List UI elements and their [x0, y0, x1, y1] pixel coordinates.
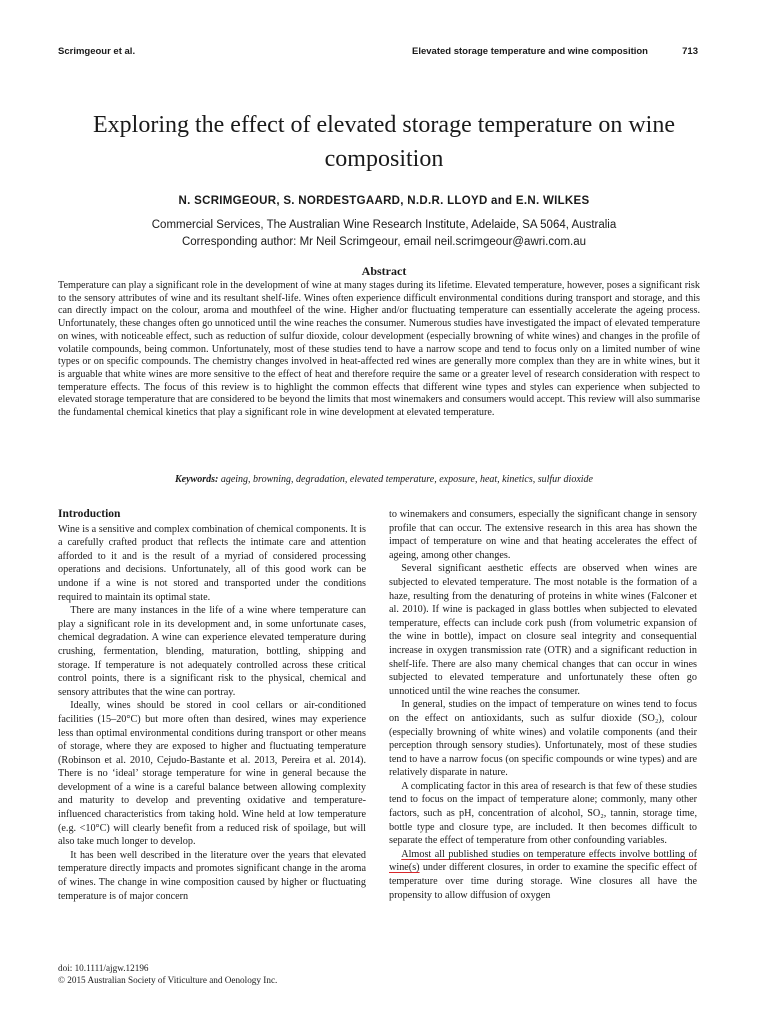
paragraph: to winemakers and consumers, especially the significant change in sensory profile that can occur. The extensive research in this area has shown the impact of temperature on wine and that heating accelerates the effect of ageing, among other changes. [389, 509, 697, 561]
author-list: N. SCRIMGEOUR, S. NORDESTGAARD, N.D.R. LLOYD and E.N. WILKES [178, 195, 590, 207]
body-column-right [389, 508, 697, 956]
paragraph: A complicating factor in this area of research is that few of these studies tend to focus on the impact of temperature alone; commonly, many other factors, such as pH, concentration of alcohol, SO₂, tannin, storage time, bottle type and closure type, are included. It then becomes difficult to separate the effect of temperature from other confounding variables. [389, 780, 697, 847]
keywords [60, 474, 708, 485]
page-number: 713 [682, 46, 698, 57]
corresponding-author: Corresponding author: Mr Neil Scrimgeour, email neil.scrimgeour@awri.com.au [181, 236, 587, 248]
body-column-left [58, 508, 366, 948]
running-header-title: Elevated storage temperature and wine composition [412, 46, 648, 57]
section-heading-introduction: Introduction [58, 508, 121, 520]
paragraph-continuation: under different closures, in order to examine the specific effect of temperature over time during storage. Wine closures all have the propensity to allow diffusion of oxygen [389, 862, 697, 901]
running-header-authors: Scrimgeour et al. [58, 46, 136, 57]
paragraph: Ideally, wines should be stored in cool cellars or air-conditioned facilities (15–20°C) but more often than desired, wines may experience less than optimal environmental conditions during transport or other means of storage, where they are exposed to higher and fluctuating temperature (Robinson et al. 2010, Cejudo-Bastante et al. 2013, Pereira et al. 2014). There is no ‘ideal’ storage temperature for wine in general because the development of a wine is a careful balance between allowing complexity and maturity to develop and preventing oxidative and temperature-influenced characteristics from taking hold. Wine held at low temperature (e.g. <10°C) will clearly benefit from a reduced risk of spoilage, but will also take much longer to develop. [58, 700, 366, 848]
running-header [58, 46, 698, 60]
abstract-heading: Abstract [361, 264, 407, 278]
keywords-label: Keywords: [175, 474, 219, 485]
page-footer [58, 963, 277, 986]
abstract-text: Temperature can play a significant role in the development of wine at many stages during its lifetime. Elevated temperature, however, poses a significant risk to the sensory attributes of wine and its resultant shelf-life. Wines often experience difficult environmental conditions during transport and storage, and this can directly impact on the colour, aroma and mouthfeel of the wine. Higher and/or fluctuating temperature can essentially accelerate the ageing process. Unfortunately, these changes often go unnoticed until the wine reaches the consumer. Numerous studies have investigated the impact of elevated temperature on wines, with noticeable effect, such as reduction of sulfur dioxide, colour development (especially browning of white wines) and changes in the profile of volatile compounds, being common. Unfortunately, most of these studies tend to have a narrow scope and tend to focus only on a limited number of wine types or on specific compounds. The chemistry changes involved in heat-affected red wines are generally more complex than they are in white wines, but it is arguable that white wines are more sensitive to the effect of heat and therefore require the same or a greater level of research consideration with respect to temperature effects. The focus of this review is to highlight the common effects that different wine types and styles can experience when subjected to elevated storage temperature that are considered to be beyond the limits that most winemakers and consumers would accept. This review will also summarise the fundamental chemical kinetics that play a significant role in wine development at elevated temperature. [58, 280, 700, 419]
affiliation-block [60, 217, 708, 251]
paragraph: It has been well described in the literature over the years that elevated temperature directly impacts and promotes significant change in the aroma of wines. The change in wine composition caused by higher or fluctuating temperature is of major concern [58, 849, 366, 902]
doi: doi: 10.1111/ajgw.12196 [58, 963, 149, 973]
paragraph: In general, studies on the impact of temperature on wines tend to focus on the effect on antioxidants, such as sulfur dioxide (SO₂), colour (especially browning of white wines) and volatile components (and their perception through sensory studies). Unfortunately, most of these studies tend to have a narrow focus (on specific compounds or wine types) and are relatively disparate in nature. [389, 699, 697, 779]
keywords-values: ageing, browning, degradation, elevated temperature, exposure, heat, kinetics, sulfur dioxide [220, 474, 593, 485]
paragraph [389, 848, 697, 902]
paragraph: Wine is a sensitive and complex combination of chemical components. It is a carefully crafted product that reflects the intimate care and attention afforded to it and is the result of a myriad of considered processing operations and decisions. Unfortunately, all of this good work can be undone if a wine is not stored and transported under the conditions required to maintain its optimal state. [58, 523, 366, 603]
paragraph: Several significant aesthetic effects are observed when wines are subjected to elevated temperature. The most notable is the formation of a haze, resulting from the denaturing of proteins in white wines (Falconer et al. 2010). If wine is packaged in glass bottles when subjected to elevated temperature, effects can include cork push (from volumetric expansion of the wine in bottle), impact on closure seal integrity and consequential increase in oxygen transmission rate (OTR) and a significant reduction in shelf-life. There are also many chemical changes that can occur in wines subjected to elevated temperature and unfortunately these often go unnoticed until the wine reaches the consumer. [389, 563, 697, 697]
copyright: © 2015 Australian Society of Viticulture and Oenology Inc. [58, 974, 278, 985]
paragraph: There are many instances in the life of a wine where temperature can play a significant role in its development and, in some unfortunate cases, chemical degradation. A wine can experience elevated temperature during crushing, fermentation, blending, maturation, bottling, shipping and storage. If temperature is not adequately controlled across these critical control points, there is a significant risk to the physical, chemical and sensory attributes that the wine can portray. [58, 605, 366, 698]
article-title: Exploring the effect of elevated storage temperature on wine composition [93, 112, 675, 172]
highlighted-text: Almost all published studies on temperature effects involve bottling of wine(s) [389, 848, 697, 874]
affiliation: Commercial Services, The Australian Wine Research Institute, Adelaide, SA 5064, Australia [151, 219, 617, 231]
